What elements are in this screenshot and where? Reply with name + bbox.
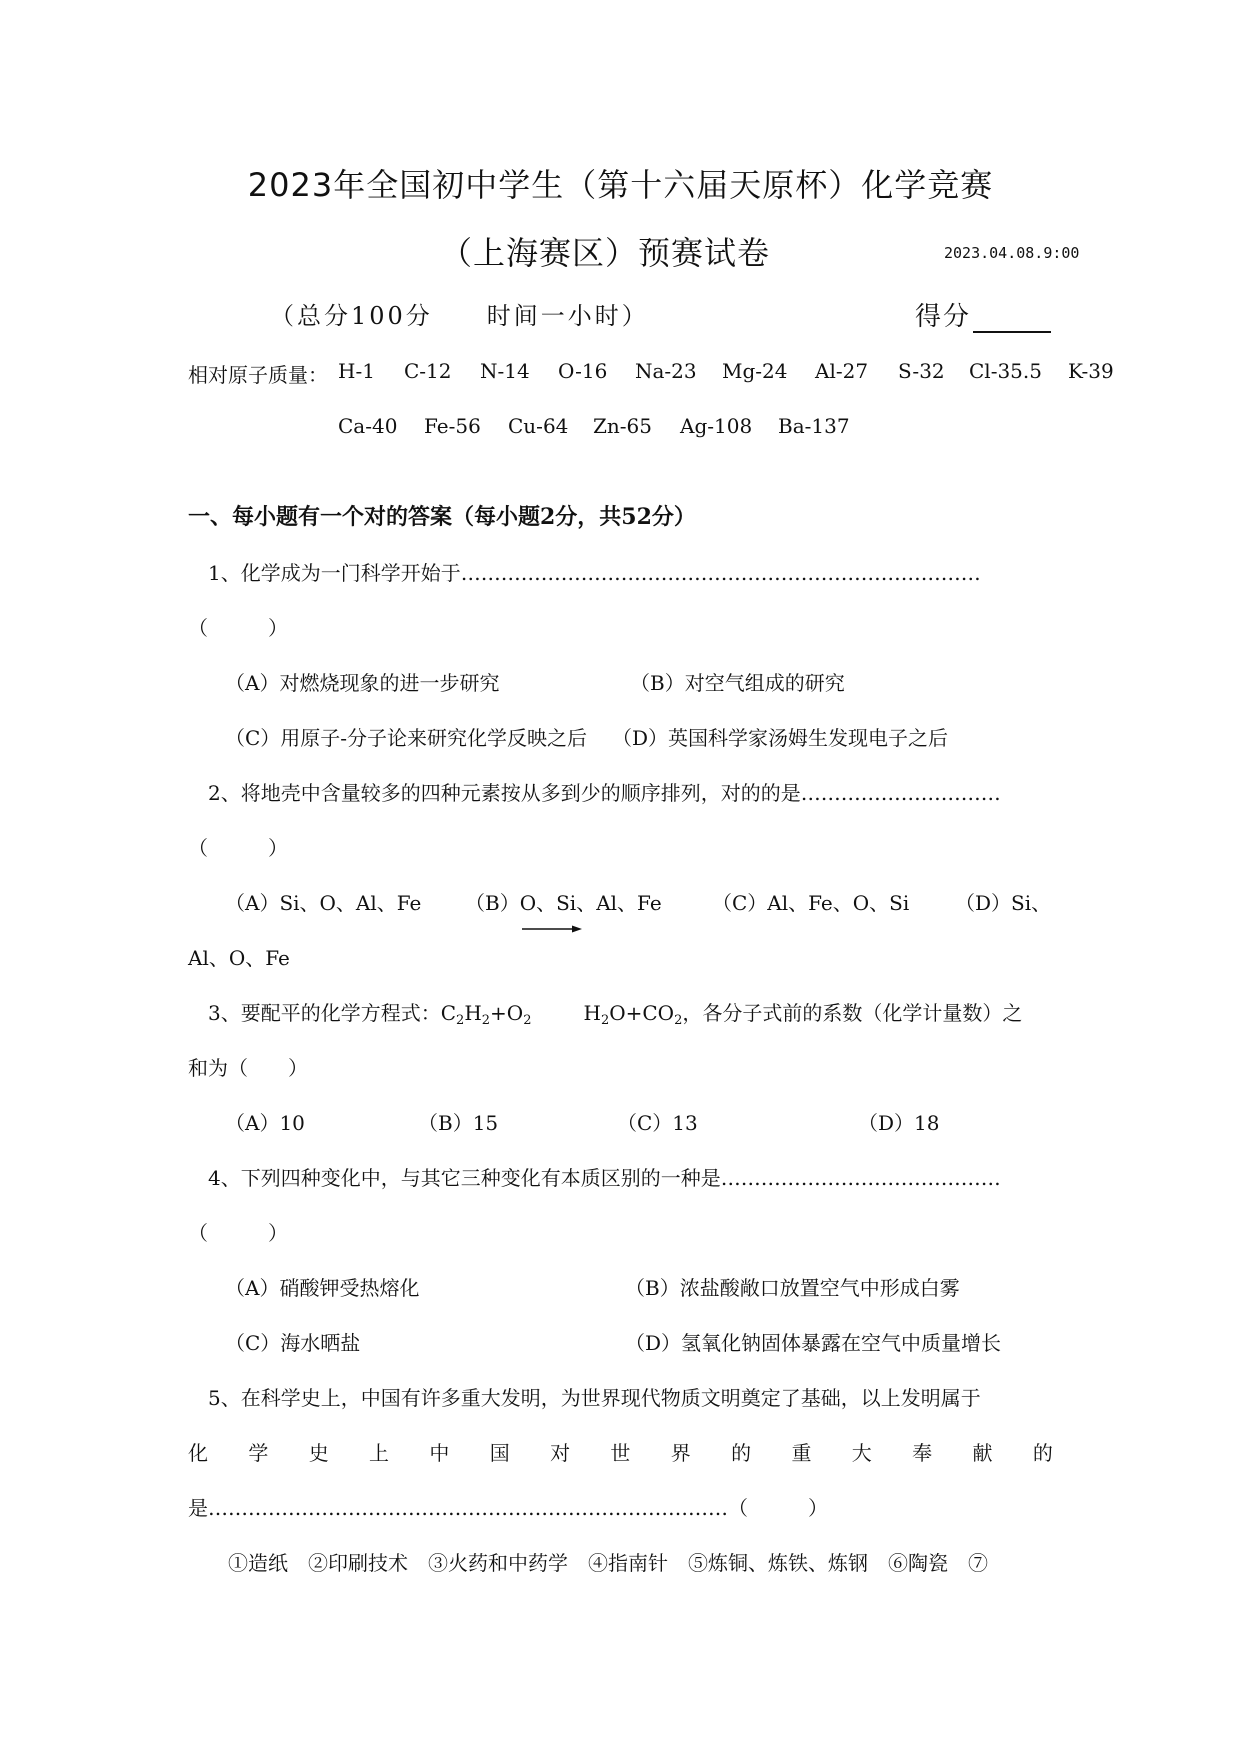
q3-stem-h: H [464, 1001, 482, 1025]
q5-answer-paren: （ ） [728, 1496, 828, 1520]
q3-sub: 2 [674, 1013, 683, 1028]
q3-option-b: （B）15 [418, 1111, 499, 1135]
q5-char: 对 [550, 1441, 571, 1465]
q5-char: 中 [429, 1441, 450, 1465]
mass-o: O-16 [558, 359, 608, 383]
q5-char: 重 [791, 1441, 812, 1465]
q5-stem: 5、在科学史上，中国有许多重大发明，为世界现代物质文明奠定了基础，以上发明属于 [208, 1386, 981, 1410]
q5-char: 的 [1032, 1441, 1053, 1465]
mass-c: C-12 [404, 359, 452, 383]
mass-mg: Mg-24 [722, 359, 788, 383]
mass-k: K-39 [1068, 359, 1114, 383]
q3-stem-mid: H [583, 1001, 601, 1025]
q2-option-c: （C）Al、Fe、O、Si [712, 891, 910, 915]
mass-ba: Ba-137 [778, 414, 850, 438]
q2-option-d: （D）Si、 [955, 891, 1052, 915]
q3-stem-o: +O [490, 1001, 524, 1025]
q4-answer-paren: （ ） [188, 1221, 288, 1245]
q1-stem: 1、化学成为一门科学开始于 [208, 561, 461, 585]
score-field [915, 296, 1051, 333]
atomic-masses-row1 [188, 359, 328, 388]
mass-al: Al-27 [815, 359, 869, 383]
score-label: 得分 [915, 302, 972, 332]
section1-heading: 一、每小题有一个对的答案（每小题2分，共52分） [188, 504, 696, 530]
exam-title-line1: 2023年全国初中学生（第十六届天原杯）化学竞赛 [247, 166, 994, 204]
q3-sub: 2 [481, 1013, 491, 1028]
mass-n: N-14 [480, 359, 530, 383]
q1-option-d: （D）英国科学家汤姆生发现电子之后 [612, 726, 949, 750]
total-score-time: （总分100分 时间一小时） [270, 302, 649, 330]
exam-title-line2: （上海赛区）预赛试卷 [440, 234, 771, 272]
q5-char: 献 [972, 1441, 993, 1465]
q2-option-a: （A）Si、O、Al、Fe [225, 891, 422, 915]
q3-option-c: （C）13 [617, 1111, 698, 1135]
mass-ag: Ag-108 [680, 414, 753, 438]
q5-char: 学 [248, 1441, 269, 1465]
q5-char: 史 [308, 1441, 329, 1465]
q4-dots: …………………………………… [720, 1166, 1001, 1190]
q3-stem-pre: 3、要配平的化学方程式：C [208, 1001, 457, 1025]
q3-stem-line [208, 997, 1022, 1026]
q2-option-b: （B）O、Si、Al、Fe [465, 891, 662, 915]
q3-sub: 2 [600, 1013, 610, 1028]
q4-option-a: （A）硝酸钾受热熔化 [225, 1276, 420, 1300]
q3-option-a: （A）10 [225, 1111, 305, 1135]
q5-stem-end-line [188, 1492, 828, 1521]
q5-char: 世 [610, 1441, 631, 1465]
q4-option-d: （D）氢氧化钠固体暴露在空气中质量增长 [625, 1331, 1002, 1355]
q5-char: 界 [670, 1441, 691, 1465]
mass-zn: Zn-65 [593, 414, 652, 438]
q2-stem-line [208, 777, 1001, 806]
q1-dots: …………………………………………………………………… [460, 561, 981, 585]
q3-sub: 2 [523, 1013, 532, 1028]
q1-option-a: （A）对燃烧现象的进一步研究 [225, 671, 500, 695]
mass-ca: Ca-40 [338, 414, 398, 438]
mass-s: S-32 [898, 359, 945, 383]
q5-char: 化 [188, 1441, 208, 1465]
q5-items: ①造纸 ②印刷技术 ③火药和中药学 ④指南针 ⑤炼铜、炼铁、炼钢 ⑥陶瓷 ⑦ [228, 1551, 988, 1575]
q1-answer-paren: （ ） [188, 616, 288, 640]
q3-option-d: （D）18 [858, 1111, 940, 1135]
q5-char: 国 [489, 1441, 510, 1465]
q2-dots: ………………………… [800, 781, 1001, 805]
q4-option-c: （C）海水晒盐 [225, 1331, 361, 1355]
q1-option-c: （C）用原子-分子论来研究化学反映之后 [225, 726, 588, 750]
mass-na: Na-23 [635, 359, 697, 383]
mass-cl: Cl-35.5 [969, 359, 1042, 383]
q4-stem: 4、下列四种变化中，与其它三种变化有本质区别的一种是 [208, 1166, 721, 1190]
q5-stem-end: 是 [188, 1496, 208, 1520]
q5-dots: …………………………………………………………………… [208, 1496, 728, 1520]
q2-answer-paren: （ ） [188, 836, 288, 860]
q3-stem-post: ，各分子式前的系数（化学计量数）之 [682, 1001, 1023, 1025]
q5-spread-line [188, 1437, 1053, 1466]
arrow-icon [522, 924, 582, 934]
mass-fe: Fe-56 [424, 414, 481, 438]
score-blank-line [973, 303, 1051, 333]
mass-cu: Cu-64 [508, 414, 569, 438]
q5-char: 大 [851, 1441, 872, 1465]
q5-char: 奉 [912, 1441, 933, 1465]
q1-stem-line [208, 557, 981, 586]
exam-datetime: 2023.04.08.9:00 [944, 244, 1080, 262]
q4-stem-line [208, 1162, 1001, 1191]
q3-sub: 2 [456, 1013, 465, 1028]
q3-stem-continued: 和为（ ） [188, 1056, 308, 1080]
q3-stem-mid2: O+CO [609, 1001, 675, 1025]
atomic-masses-label: 相对原子质量： [188, 363, 328, 387]
q2-stem: 2、将地壳中含量较多的四种元素按从多到少的顺序排列，对的的是 [208, 781, 801, 805]
q5-char: 上 [369, 1441, 390, 1465]
mass-h: H-1 [338, 359, 375, 383]
q4-option-b: （B）浓盐酸敞口放置空气中形成白雾 [625, 1276, 960, 1300]
q5-char: 的 [731, 1441, 752, 1465]
q1-option-b: （B）对空气组成的研究 [630, 671, 845, 695]
q2-option-d-continued: Al、O、Fe [188, 946, 290, 970]
